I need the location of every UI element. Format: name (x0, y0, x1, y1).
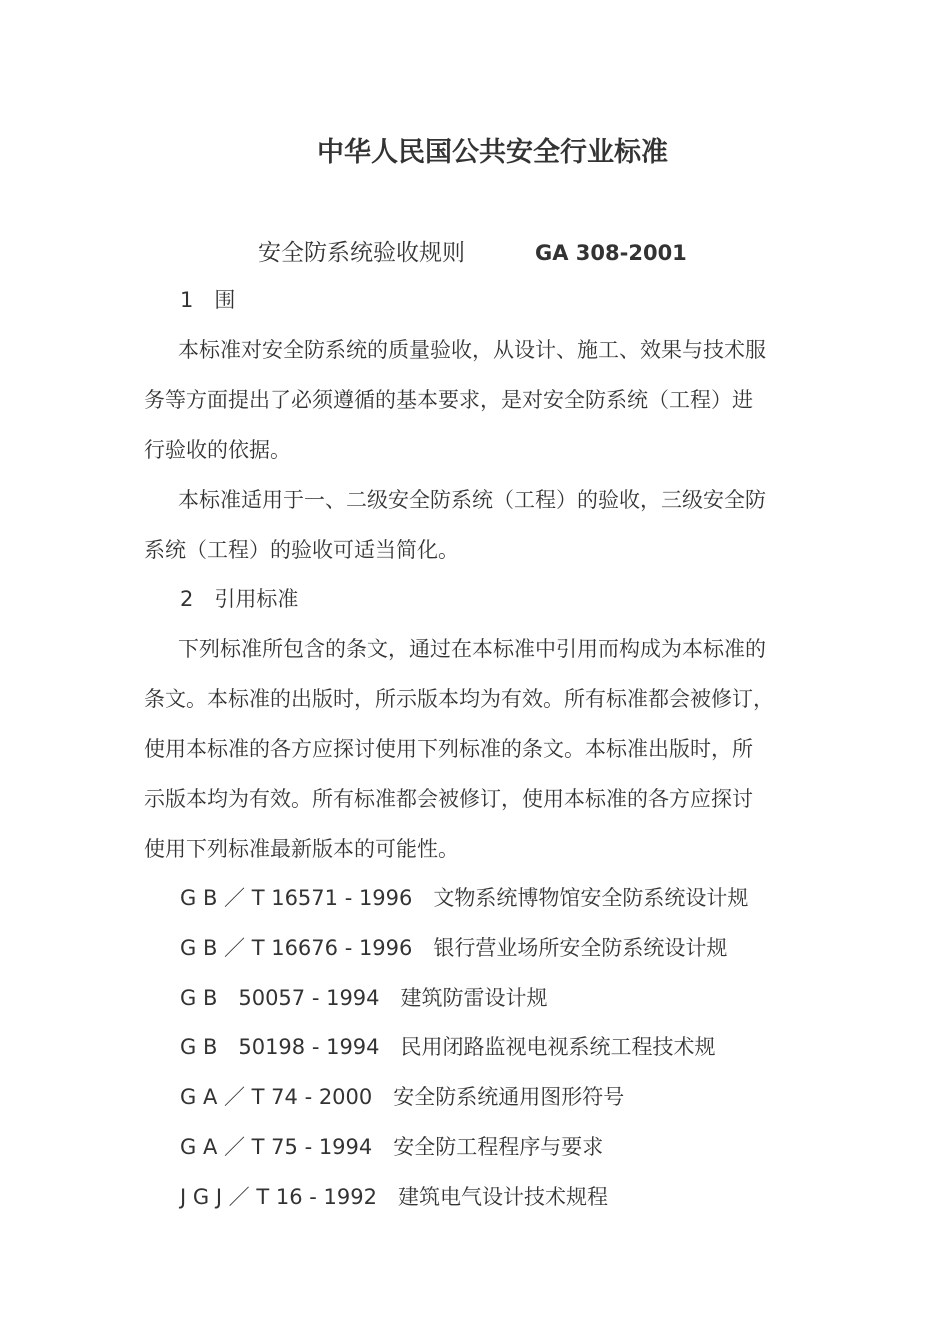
paragraph-line: 系统（工程）的验收可适当简化。 (144, 538, 459, 562)
paragraph-line: 本标准对安全防系统的质量验收，从设计、施工、效果与技术服 (178, 338, 766, 362)
document-title: 中华人民国公共安全行业标准 (317, 137, 668, 168)
paragraph-line: 使用下列标准最新版本的可能性。 (144, 837, 459, 861)
paragraph-line: 行验收的依据。 (144, 438, 291, 462)
reference-item: G B ／ T 16571 - 1996 文物系统博物馆安全防系统设计规 (180, 886, 749, 910)
reference-item: J G J ／ T 16 - 1992 建筑电气设计技术规程 (180, 1185, 608, 1209)
section-heading-2: 2 引用标准 (180, 587, 299, 611)
paragraph-line: 条文。本标准的出版时，所示版本均为有效。所有标准都会被修订， (144, 687, 774, 711)
paragraph-line: 示版本均为有效。所有标准都会被修订，使用本标准的各方应探讨 (144, 787, 753, 811)
standard-name: 安全防系统验收规则 (258, 240, 465, 266)
reference-item: G B 50198 - 1994 民用闭路监视电视系统工程技术规 (180, 1035, 716, 1059)
section-heading-1: 1 围 (180, 288, 236, 312)
reference-item: G A ／ T 75 - 1994 安全防工程程序与要求 (180, 1135, 604, 1159)
paragraph-line: 使用本标准的各方应探讨使用下列标准的条文。本标准出版时，所 (144, 737, 753, 761)
paragraph-line: 本标准适用于一、二级安全防系统（工程）的验收，三级安全防 (178, 488, 766, 512)
standard-code: GA 308-2001 (535, 241, 687, 265)
reference-item: G B 50057 - 1994 建筑防雷设计规 (180, 986, 548, 1010)
paragraph-line: 务等方面提出了必须遵循的基本要求，是对安全防系统（工程）进 (144, 388, 753, 412)
document-subtitle (258, 234, 687, 267)
paragraph-line: 下列标准所包含的条文，通过在本标准中引用而构成为本标准的 (178, 637, 766, 661)
reference-item: G A ／ T 74 - 2000 安全防系统通用图形符号 (180, 1085, 625, 1109)
reference-item: G B ／ T 16676 - 1996 银行营业场所安全防系统设计规 (180, 936, 728, 960)
